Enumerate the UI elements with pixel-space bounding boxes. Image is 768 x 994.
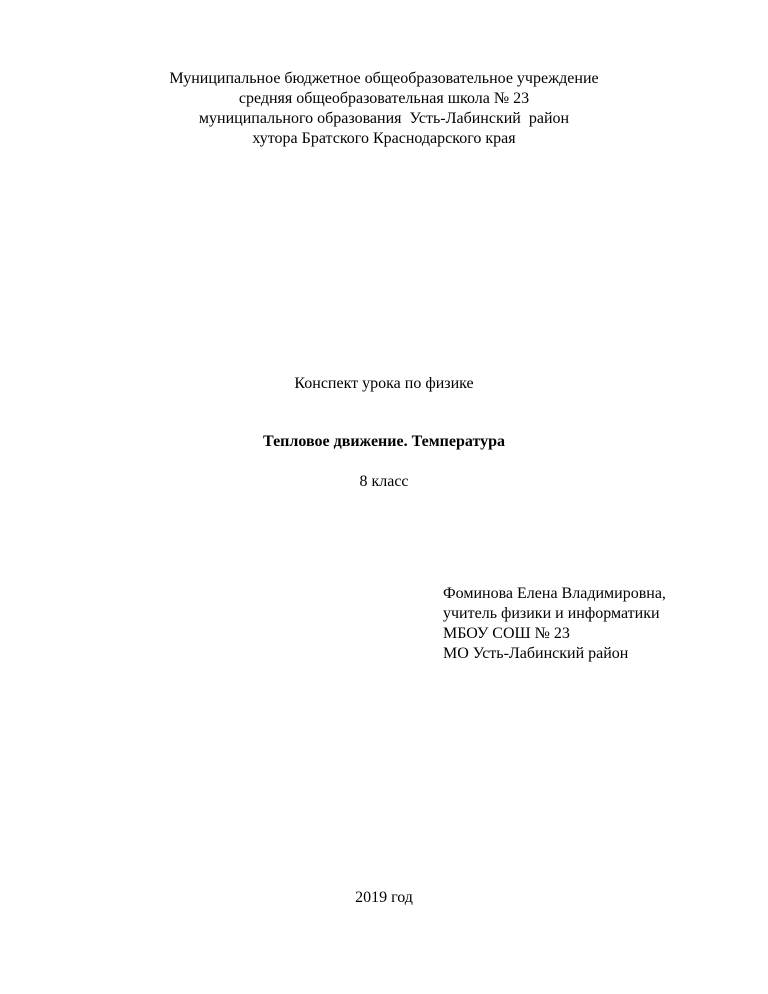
school-name-line-1: Муниципальное бюджетное общеобразовательное учреждение <box>169 70 599 87</box>
author-info <box>443 584 763 664</box>
document-type: Конспект урока по физике <box>294 375 474 392</box>
school-name-line-4: хутора Братского Краснодарского края <box>252 130 516 147</box>
author-position: учитель физики и информатики <box>443 605 660 622</box>
school-name-line-3: муниципального образования Усть-Лабинский район <box>198 110 570 127</box>
author-name: Фоминова Елена Владимировна, <box>443 585 666 602</box>
lesson-title: Тепловое движение. Температура <box>263 433 505 450</box>
grade-label: 8 класс <box>359 473 409 490</box>
document-year: 2019 год <box>355 889 413 906</box>
school-name-line-2: средняя общеобразовательная школа № 23 <box>238 90 530 107</box>
school-header <box>0 69 768 149</box>
author-district: МО Усть-Лабинский район <box>443 645 629 662</box>
author-school: МБОУ СОШ № 23 <box>443 625 570 642</box>
